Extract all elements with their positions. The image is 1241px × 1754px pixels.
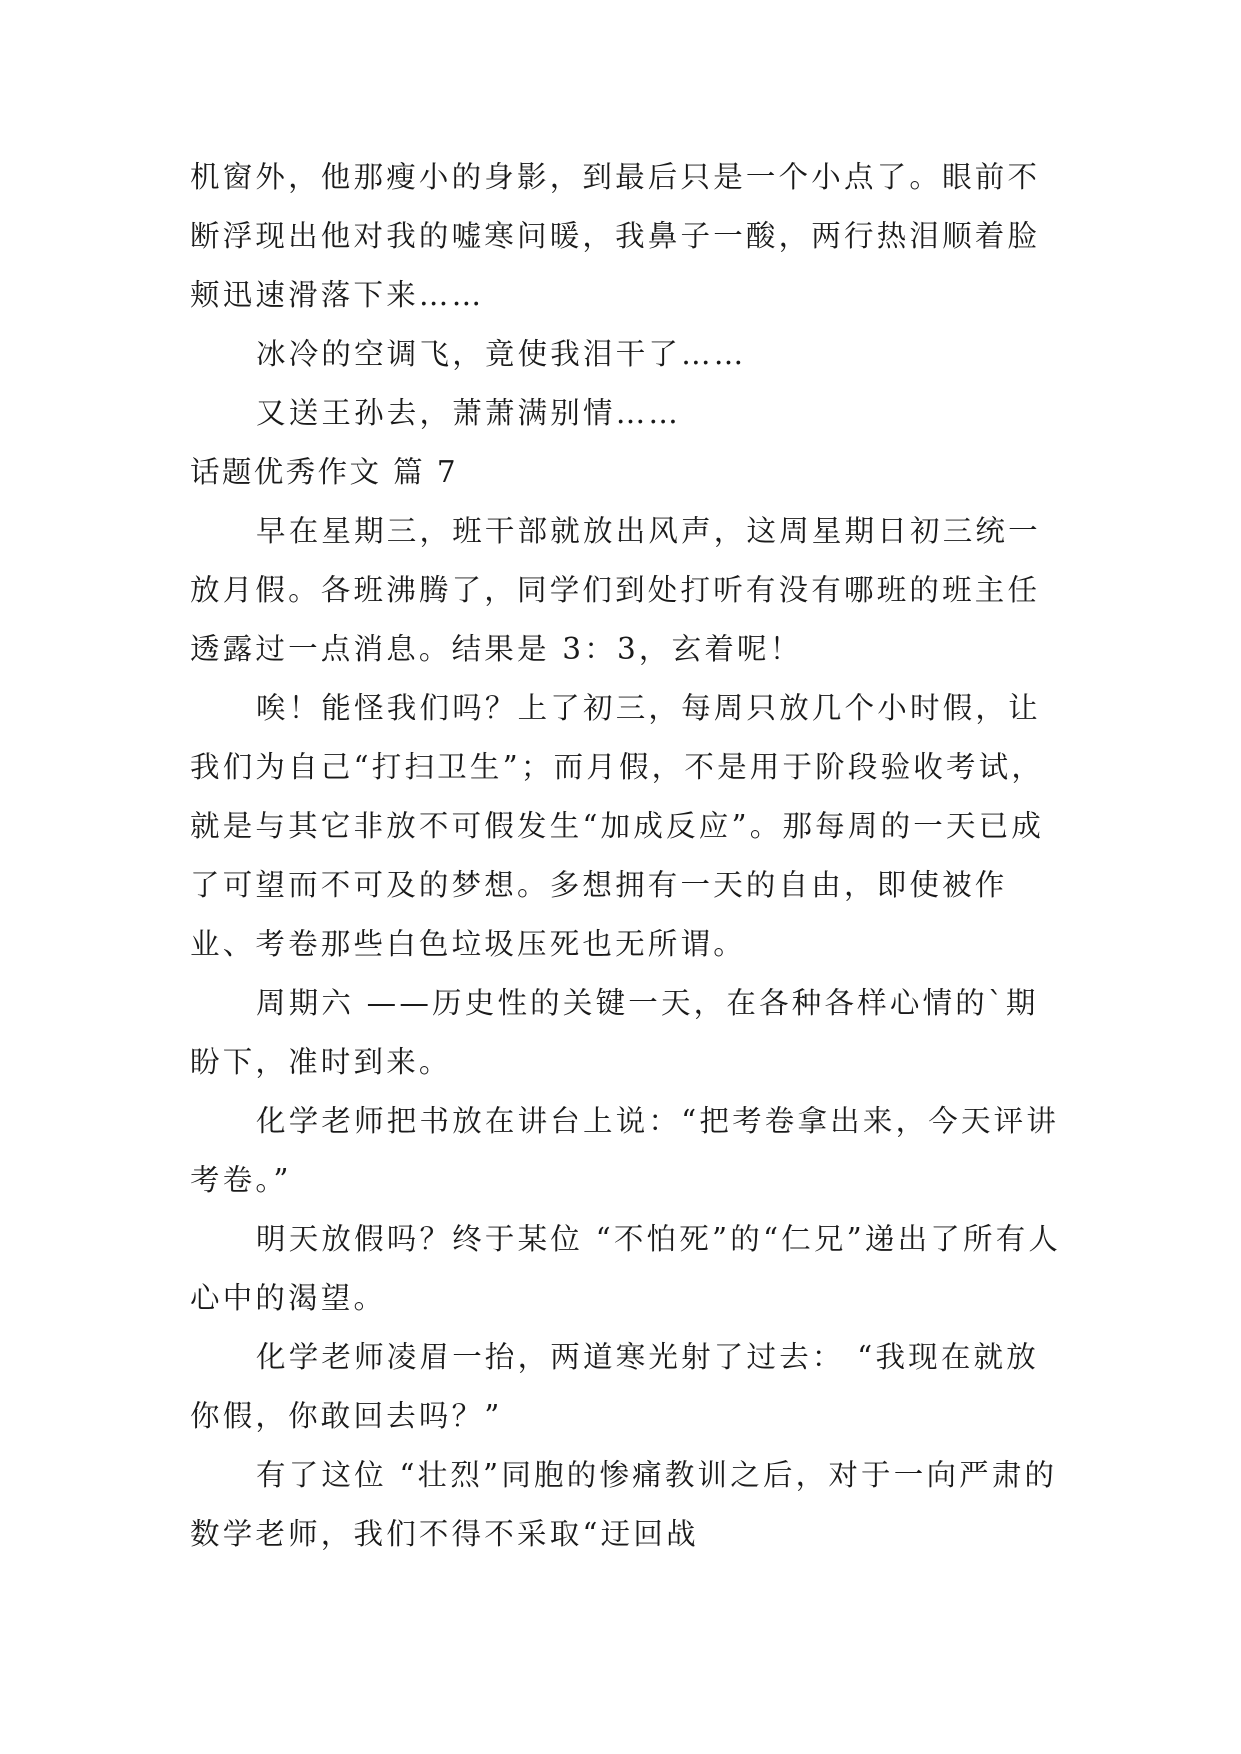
paragraph: 化学老师把书放在讲台上说：“把考卷拿出来，今天评讲考卷。”: [190, 1104, 1060, 1197]
paragraph: 早在星期三，班干部就放出风声，这周星期日初三统一放月假。各班沸腾了，同学们到处打听有没有哪班的班主任透露过一点消息。结果是 3：3，玄着呢！: [190, 514, 1041, 666]
paragraph: 又送王孙去，萧萧满别情……: [256, 396, 682, 430]
paragraph: 有了这位 “壮烈”同胞的惨痛教训之后，对于一向严肃的数学老师，我们不得不采取“迂回战: [190, 1458, 1058, 1551]
paragraph: 明天放假吗？终于某位 “不怕死”的“仁兄”递出了所有人心中的渴望。: [190, 1222, 1062, 1315]
paragraph: 唉！能怪我们吗？上了初三，每周只放几个小时假，让我们为自己“打扫卫生”；而月假，不是用于阶段验收考试，就是与其它非放不可假发生“加成反应”。那每周的一天已成了可望而不可及的梦想。多想拥有一天的自由，即使被作业、考卷那些白色垃圾压死也无所谓。: [190, 691, 1045, 961]
section-heading: 话题优秀作文 篇 7: [190, 455, 459, 489]
paragraph: 化学老师凌眉一抬，两道寒光射了过去： “我现在就放你假，你敢回去吗？”: [190, 1340, 1039, 1433]
paragraph: 周期六 ——历史性的关键一天，在各种各样心情的`期盼下，准时到来。: [190, 986, 1039, 1079]
paragraph: 冰冷的空调飞，竟使我泪干了……: [256, 337, 747, 371]
paragraph-continuation: 机窗外，他那瘦小的身影，到最后只是一个小点了。眼前不断浮现出他对我的嘘寒问暖，我鼻子一酸，两行热泪顺着脸颊迅速滑落下来……: [190, 160, 1041, 312]
document-body: [190, 148, 1070, 1564]
